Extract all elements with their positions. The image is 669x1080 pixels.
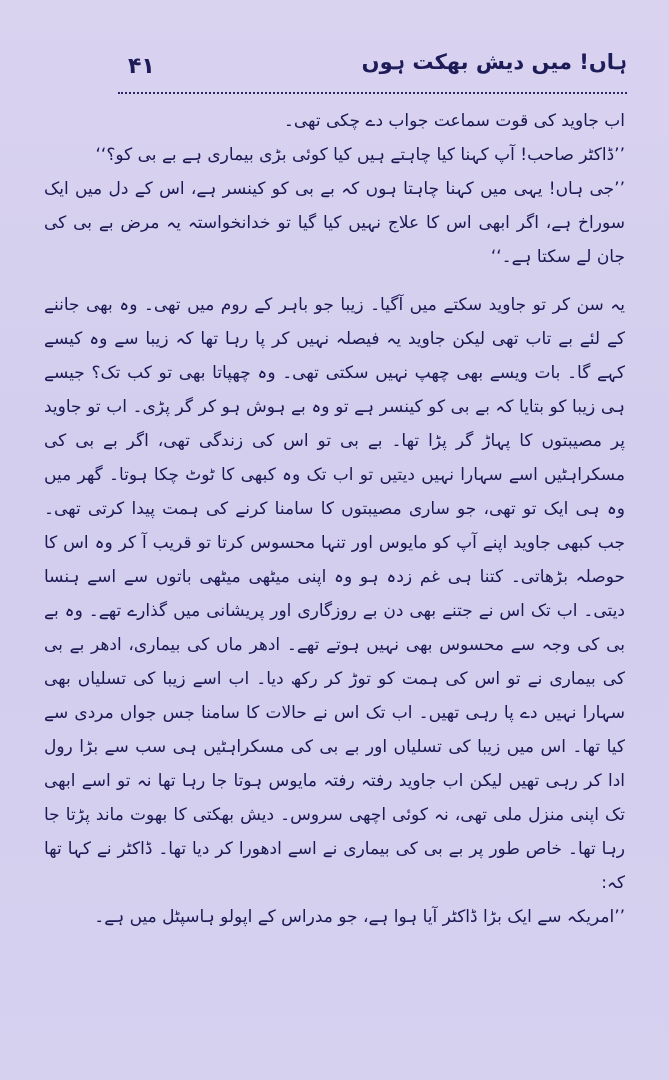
paragraph-2: ’’ڈاکٹر صاحب! آپ کہنا کیا چاہتے ہیں کیا کوئی بڑی بیماری ہے بے بی کو؟‘‘ [95,145,625,165]
paragraph-5: ’’امریکہ سے ایک بڑا ڈاکٹر آیا ہوا ہے، جو مدراس کے اپولو ہاسپٹل میں ہے۔ [94,907,625,927]
body-text [44,104,625,934]
running-title: ہاں! میں دیش بھکت ہوں [361,50,627,74]
header-divider [118,92,627,94]
page-number: ۴۱ [128,54,155,79]
paragraph-4: یہ سن کر تو جاوید سکتے میں آگیا۔ زیبا جو باہر کے روم میں تھی۔ وہ بھی جاننے کے لئے بے تاب تھی لیکن جاوید یہ فیصلہ نہیں کر پا رہا تھا کہ زیبا سے وہ کیسے کہے گا۔ بات ویسے بھی چھپ نہیں سکتی تھی۔ وہ چھپاتا بھی تو کب تک؟ جیسے ہی زیبا کو بتایا کہ بے بی کو کینسر ہے تو وہ بے ہوش ہو کر گر پڑی۔ اب تو جاوید پر مصیبتوں کا پہاڑ گر پڑا تھا۔ بے بی تو اس کی زندگی تھی، اگر بے بی کی مسکراہٹیں اسے سہارا نہیں دیتیں تو اب تک وہ کبھی کا ٹوٹ چکا ہوتا۔ گھر میں وہ ہی ایک تو تھی، جو ساری مصیبتوں کا سامنا کرنے کی ہمت پیدا کرتی تھی۔ جب کبھی جاوید اپنے آپ کو مایوس اور تنہا محسوس کرتا تو قریب آ کر وہ اس کا حوصلہ بڑھاتی۔ کتنا ہی غم زدہ ہو وہ اپنی میٹھی میٹھی باتوں سے اسے ہنسا دیتی۔ اب تک اس نے جتنے بھی دن بے روزگاری اور پریشانی میں گذارے تھے۔ وہ بے بی کی وجہ سے محسوس بھی نہیں ہوتے تھے۔ ادھر ماں کی بیماری، ادھر بے بی کی بیماری نے تو اس کی ہمت کو توڑ کر رکھ دیا۔ اب اسے زیبا کی تسلیاں بھی سہارا نہیں دے پا رہی تھیں۔ اب تک اس نے حالات کا سامنا جس جواں مردی سے کیا تھا۔ اس میں زیبا کی تسلیاں اور بے بی کی مسکراہٹیں ہی سب سے بڑا رول ادا کر رہی تھیں لیکن اب جاوید رفتہ رفتہ مایوس ہوتا جا رہا تھا نہ تو اسے ابھی تک اپنی منزل ملی تھی، نہ کوئی اچھی سروس۔ دیش بھکتی کا بھوت ماند پڑتا جا رہا تھا۔ خاص طور پر بے بی کی بیماری نے اسے ادھورا کر دیا تھا۔ ڈاکٹر نے کہا تھا کہ: [44,295,625,893]
paragraph-1: اب جاوید کی قوت سماعت جواب دے چکی تھی۔ [283,111,625,131]
page-header [118,50,627,90]
paragraph-3: ’’جی ہاں! یہی میں کہنا چاہتا ہوں کہ بے بی کو کینسر ہے، اس کے دل میں ایک سوراخ ہے، اگر ابھی اس کا علاج نہیں کیا گیا تو خدانخواستہ یہ مرض بے بی کی جان لے سکتا ہے۔‘‘ [44,179,625,267]
